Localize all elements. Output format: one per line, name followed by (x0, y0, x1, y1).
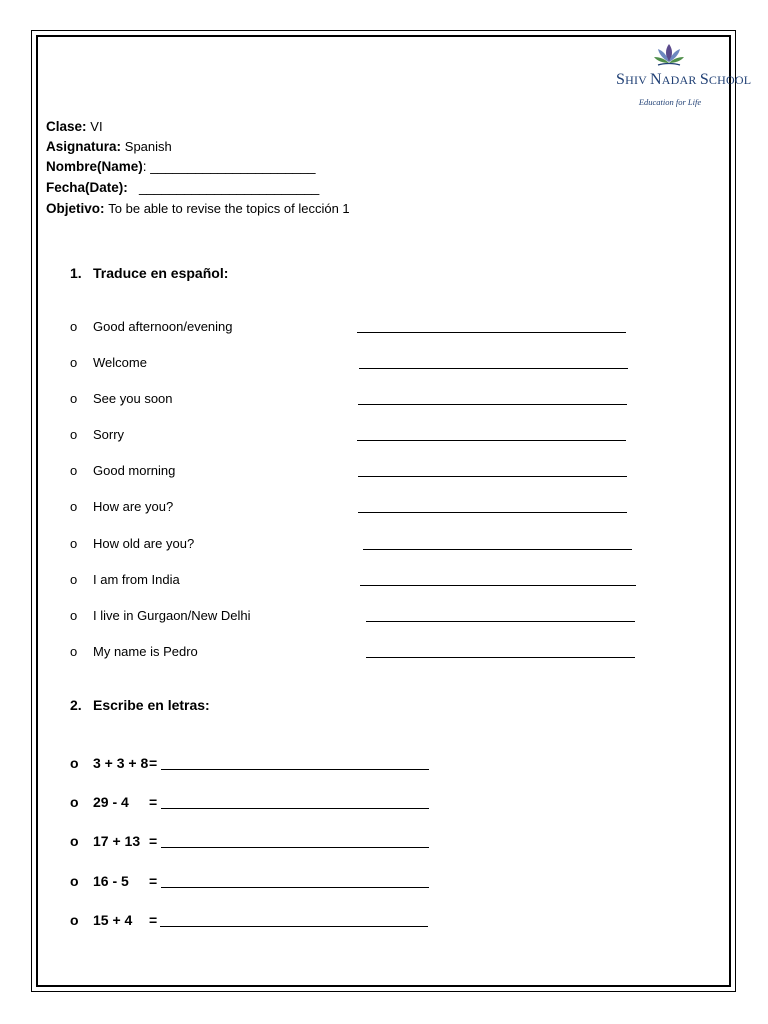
section-2-number: 2. (70, 697, 82, 713)
bullet-icon: o (70, 536, 78, 551)
clase-row (46, 117, 103, 137)
answer-line[interactable] (357, 332, 626, 333)
bullet-icon: o (70, 499, 78, 514)
bullet-icon: o (70, 572, 78, 587)
math-expression: 3 + 3 + 8 (93, 755, 149, 771)
answer-line[interactable] (363, 549, 632, 550)
bullet-icon: o (70, 755, 79, 771)
bullet-icon: o (70, 833, 79, 849)
nombre-row (46, 157, 315, 177)
clase-value: VI (90, 119, 103, 134)
section-2-title: Escribe en letras: (93, 697, 210, 713)
bullet-icon: o (70, 319, 78, 334)
equals-sign: = (149, 873, 158, 889)
translation-item: How are you? (93, 499, 174, 514)
answer-line[interactable] (161, 808, 429, 809)
fecha-row (46, 178, 319, 198)
school-logo (616, 42, 752, 112)
school-tagline: Education for Life (638, 97, 702, 107)
nombre-label: Nombre(Name) (46, 159, 143, 174)
bullet-icon: o (70, 427, 78, 442)
translation-item: Welcome (93, 355, 147, 370)
bullet-icon: o (70, 794, 79, 810)
section-1-title: Traduce en español: (93, 265, 229, 281)
math-expression: 17 + 13 (93, 833, 141, 849)
answer-line[interactable] (161, 847, 429, 848)
objetivo-label: Objetivo: (46, 201, 105, 216)
bullet-icon: o (70, 644, 78, 659)
asignatura-row (46, 137, 172, 157)
translation-item: How old are you? (93, 536, 195, 551)
answer-line[interactable] (160, 926, 428, 927)
answer-line[interactable] (366, 621, 635, 622)
bullet-icon: o (70, 391, 78, 406)
objetivo-value: To be able to revise the topics of lección 1 (108, 201, 350, 216)
section-1-number: 1. (70, 265, 82, 281)
fecha-label: Fecha(Date): (46, 180, 128, 195)
answer-line[interactable] (366, 657, 635, 658)
equals-sign: = (149, 912, 158, 928)
nombre-field[interactable]: : ______________________ (142, 159, 316, 174)
objetivo-row (46, 199, 350, 219)
bullet-icon: o (70, 608, 78, 623)
answer-line[interactable] (358, 512, 627, 513)
translation-item: Good afternoon/evening (93, 319, 233, 334)
translation-item: I live in Gurgaon/New Delhi (93, 608, 251, 623)
answer-line[interactable] (359, 368, 628, 369)
equals-sign: = (149, 794, 158, 810)
translation-item: Good morning (93, 463, 176, 478)
answer-line[interactable] (358, 476, 627, 477)
asignatura-value: Spanish (124, 139, 172, 154)
answer-line[interactable] (161, 769, 429, 770)
math-expression: 15 + 4 (93, 912, 133, 928)
translation-item: My name is Pedro (93, 644, 198, 659)
answer-line[interactable] (358, 404, 627, 405)
lotus-icon (652, 42, 686, 68)
fecha-field[interactable]: ________________________ (139, 180, 320, 195)
bullet-icon: o (70, 355, 78, 370)
translation-item: See you soon (93, 391, 173, 406)
math-expression: 29 - 4 (93, 794, 129, 810)
bullet-icon: o (70, 912, 79, 928)
bullet-icon: o (70, 463, 78, 478)
bullet-icon: o (70, 873, 79, 889)
answer-line[interactable] (161, 887, 429, 888)
answer-line[interactable] (360, 585, 636, 586)
equals-sign: = (149, 755, 158, 771)
translation-item: I am from India (93, 572, 180, 587)
equals-sign: = (149, 833, 158, 849)
math-expression: 16 - 5 (93, 873, 129, 889)
school-name: SHIV NADAR SCHOOL (616, 71, 752, 88)
clase-label: Clase: (46, 119, 87, 134)
translation-item: Sorry (93, 427, 125, 442)
answer-line[interactable] (357, 440, 626, 441)
asignatura-label: Asignatura: (46, 139, 122, 154)
